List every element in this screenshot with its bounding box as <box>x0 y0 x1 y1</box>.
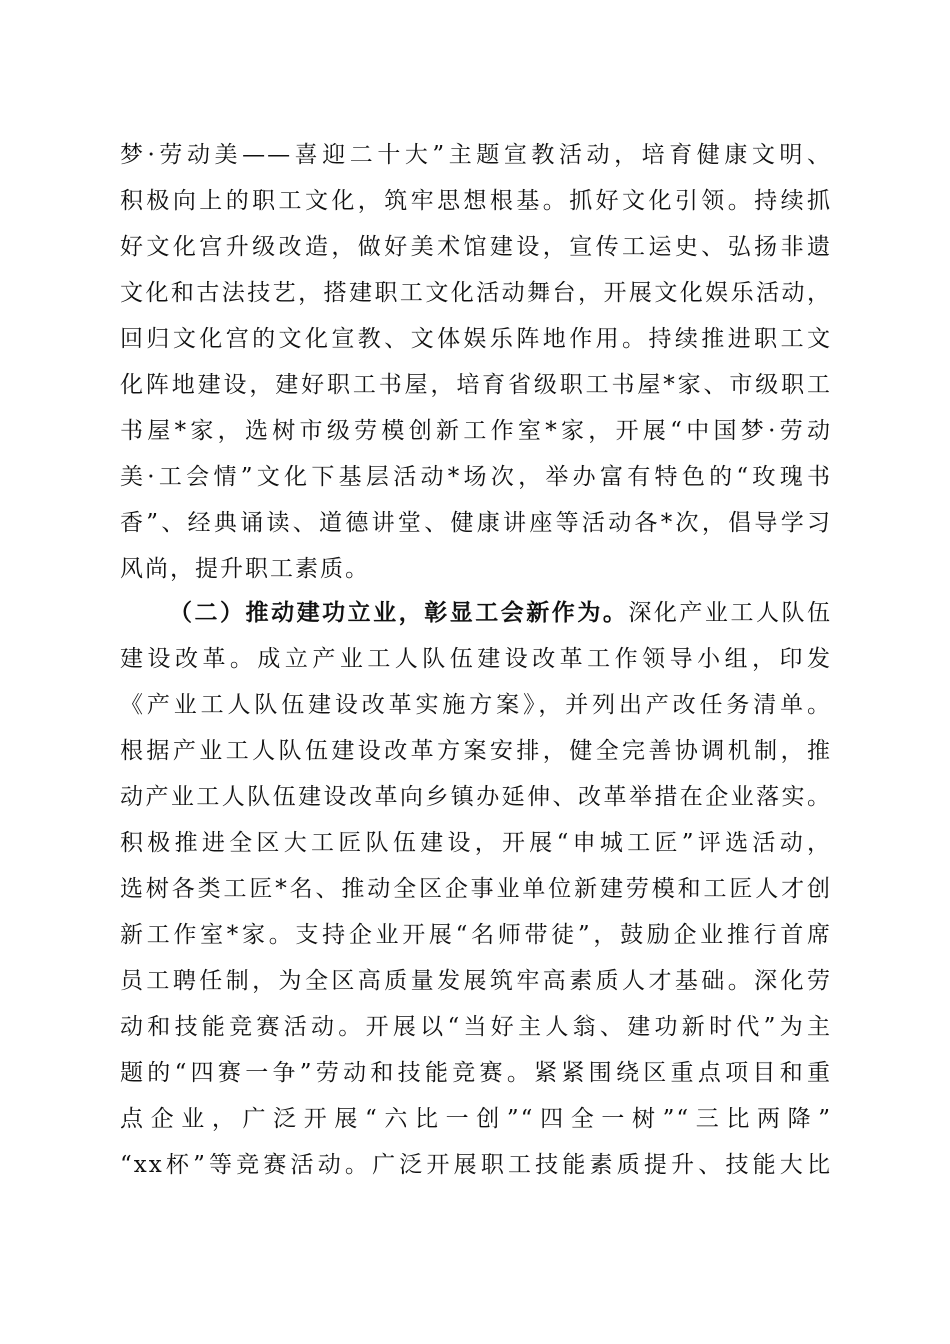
paragraph-culture <box>120 132 832 592</box>
section-heading: （二）推动建功立业，彰显工会新作为。 <box>169 600 629 626</box>
text-line: 新工作室*家。支持企业开展“名师带徒”，鼓励企业推行首席 <box>120 922 832 948</box>
text-line: 好文化宫升级改造，做好美术馆建设，宣传工运史、弘扬非遗 <box>120 234 832 260</box>
text-line: 积极推进全区大工匠队伍建设，开展“申城工匠”评选活动， <box>120 830 832 856</box>
paragraph-first-line <box>120 590 832 636</box>
text-line: 题的“四赛一争”劳动和技能竞赛。紧紧围绕区重点项目和重 <box>120 1060 832 1086</box>
text-line: 根据产业工人队伍建设改革方案安排，健全完善协调机制，推 <box>120 738 832 764</box>
text-line: 文化和古法技艺，搭建职工文化活动舞台，开展文化娱乐活动， <box>120 280 832 306</box>
text-line: 点企业，广泛开展“六比一创”“四全一树”“三比两降” <box>120 1106 832 1132</box>
paragraph-build-merit <box>120 590 832 1188</box>
text-line: 美·工会情”文化下基层活动*场次，举办富有特色的“玫瑰书 <box>120 464 832 490</box>
text-line: 梦·劳动美——喜迎二十大”主题宣教活动，培育健康文明、 <box>120 142 832 168</box>
text-line: 动和技能竞赛活动。开展以“当好主人翁、建功新时代”为主 <box>120 1014 832 1040</box>
text-line: 选树各类工匠*名、推动全区企事业单位新建劳模和工匠人才创 <box>120 876 832 902</box>
text-line: 化阵地建设，建好职工书屋，培育省级职工书屋*家、市级职工 <box>120 372 832 398</box>
text-line: 风尚，提升职工素质。 <box>120 556 370 582</box>
text-line: “xx杯”等竞赛活动。广泛开展职工技能素质提升、技能大比 <box>120 1152 832 1178</box>
text-line: 动产业工人队伍建设改革向乡镇办延伸、改革举措在企业落实。 <box>120 784 832 810</box>
text-line: 《产业工人队伍建设改革实施方案》，并列出产改任务清单。 <box>120 692 832 718</box>
text-line: 书屋*家，选树市级劳模创新工作室*家，开展“中国梦·劳动 <box>120 418 832 444</box>
text-line: 回归文化宫的文化宣教、文体娱乐阵地作用。持续推进职工文 <box>120 326 832 352</box>
text-line: 积极向上的职工文化，筑牢思想根基。抓好文化引领。持续抓 <box>120 188 832 214</box>
text-run: 深化产业工人队伍 <box>628 600 833 626</box>
text-line: 建设改革。成立产业工人队伍建设改革工作领导小组，印发 <box>120 646 832 672</box>
text-line: 员工聘任制，为全区高质量发展筑牢高素质人才基础。深化劳 <box>120 968 832 994</box>
text-line: 香”、经典诵读、道德讲堂、健康讲座等活动各*次，倡导学习 <box>120 510 832 536</box>
